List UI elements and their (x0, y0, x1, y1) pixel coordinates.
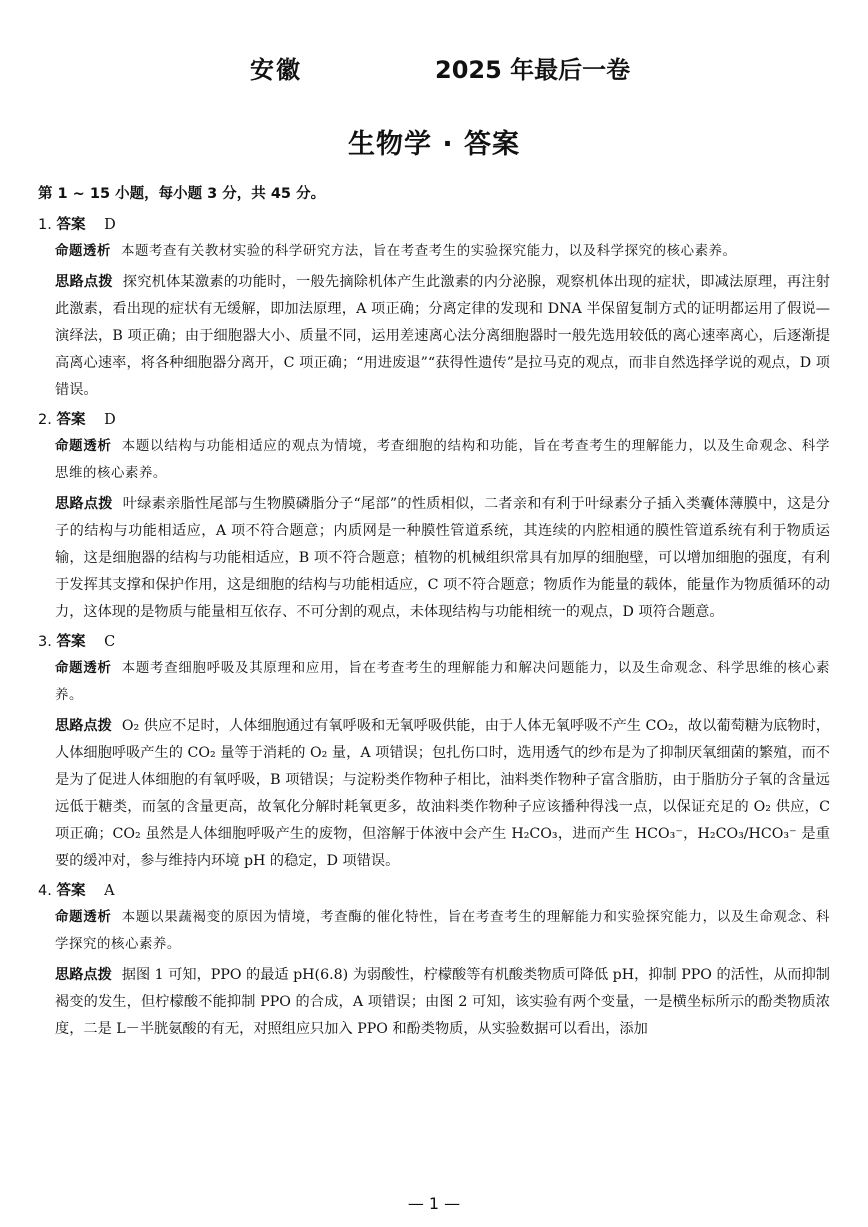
section-intro: 第 1 ~ 15 小题，每小题 3 分，共 45 分。 (38, 186, 326, 202)
answer-label: 答案 (56, 412, 86, 428)
hint-label: 思路点拨 (55, 967, 112, 983)
analysis-label: 命题透析 (55, 244, 111, 259)
analysis-text: 本题考查有关教材实验的科学研究方法，旨在考查考生的实验探究能力，以及科学探究的核心素养。 (120, 244, 737, 259)
answer-label: 答案 (56, 883, 86, 899)
question-number: 1. (38, 217, 52, 233)
answer-label: 答案 (56, 217, 86, 233)
question-header (38, 879, 830, 900)
analysis-label: 命题透析 (55, 661, 112, 676)
analysis-text: 本题以果蔬褐变的原因为情境，考查酶的催化特性，旨在考查考生的理解能力和实验探究能力，以及生命观念、科学探究的核心素养。 (55, 910, 830, 952)
question-number: 3. (38, 634, 52, 650)
hint-paragraph (55, 491, 830, 626)
answer-value: D (104, 412, 116, 428)
hint-text: 探究机体某激素的功能时，一般先摘除机体产生此激素的内分泌腺，观察机体出现的症状，即减法原理，再注射此激素，看出现的症状有无缓解，即加法原理，A 项正确；分离定律的发现和 DNA 半保留复制方式的证明都运用了假说—演绎法，B 项正确；由于细胞器大小、质量不同，运用差速离心法分离细胞器时一般先选用较低的离心速率离心，后逐渐提高离心速率，将各种细胞器分离开，C 项正确；“用进废退”“获得性遗传”是拉马克的观点，而非自然选择学说的观点，D 项错误。 (55, 274, 830, 398)
analysis-label: 命题透析 (55, 439, 112, 454)
answer-content (38, 182, 830, 1047)
analysis-paragraph (55, 655, 830, 709)
analysis-label: 命题透析 (55, 910, 112, 925)
analysis-paragraph (55, 238, 830, 265)
hint-text: O₂ 供应不足时，人体细胞通过有氧呼吸和无氧呼吸供能，由于人体无氧呼吸不产生 CO₂，故以葡萄糖为底物时，人体细胞呼吸产生的 CO₂ 量等于消耗的 O₂ 量，A 项错误；包扎伤口时，选用透气的纱布是为了抑制厌氧细菌的繁殖，而不是为了促进人体细胞的有氧呼吸，B 项错误；与淀粉类作物种子相比，油料类作物种子富含脂肪，由于脂肪分子氧的含量远远低于糖类，而氢的含量更高，故氧化分解时耗氧更多，故油料类作物种子应该播种得浅一点，以保证充足的 O₂ 供应，C 项正确；CO₂ 虽然是人体细胞呼吸产生的废物，但溶解于体液中会产生 H₂CO₃，进而产生 HCO₃⁻，H₂CO₃/HCO₃⁻ 是重要的缓冲对，参与维持内环境 pH 的稳定，D 项错误。 (55, 718, 830, 869)
header (0, 50, 868, 86)
hint-paragraph (55, 713, 830, 875)
question-number: 2. (38, 412, 52, 428)
header-region: 安徽 (250, 56, 302, 84)
answer-value: C (104, 634, 116, 650)
analysis-paragraph (55, 904, 830, 958)
hint-text: 叶绿素亲脂性尾部与生物膜磷脂分子“尾部”的性质相似，二者亲和有利于叶绿素分子插入类囊体薄膜中，这是分子的结构与功能相适应，A 项不符合题意；内质网是一种膜性管道系统，其连续的内腔相通的膜性管道系统有利于物质运输，这是细胞器的结构与功能相适应，B 项不符合题意；植物的机械组织常具有加厚的细胞壁，可以增加细胞的强度，有利于发挥其支撑和保护作用，这是细胞的结构与功能相适应，C 项不符合题意；物质作为能量的载体，能量作为物质循环的动力，这体现的是物质与能量相互依存、不可分割的观点，未体现结构与功能相统一的观点，D 项符合题意。 (55, 496, 830, 620)
question-header (38, 630, 830, 651)
analysis-text: 本题以结构与功能相适应的观点为情境，考查细胞的结构和功能，旨在考查考生的理解能力，以及生命观念、科学思维的核心素养。 (55, 439, 830, 481)
hint-paragraph (55, 962, 830, 1043)
document-title: 生物学 · 答案 (347, 129, 521, 160)
question-block (38, 408, 830, 626)
answer-label: 答案 (56, 634, 86, 650)
analysis-text: 本题考查细胞呼吸及其原理和应用，旨在考查考生的理解能力和解决问题能力，以及生命观念、科学思维的核心素养。 (55, 661, 830, 703)
hint-paragraph (55, 269, 830, 404)
question-number: 4. (38, 883, 52, 899)
hint-label: 思路点拨 (55, 718, 112, 734)
hint-label: 思路点拨 (55, 496, 113, 512)
question-block (38, 879, 830, 1043)
header-title: 2025 年最后一卷 (435, 56, 631, 84)
question-block (38, 213, 830, 404)
question-block (38, 630, 830, 875)
question-header (38, 408, 830, 429)
question-header (38, 213, 830, 234)
answer-value: A (104, 883, 115, 899)
hint-label: 思路点拨 (55, 274, 113, 290)
page-number: — 1 — (407, 1194, 461, 1213)
answer-value: D (104, 217, 116, 233)
analysis-paragraph (55, 433, 830, 487)
hint-text: 据图 1 可知，PPO 的最适 pH(6.8) 为弱酸性，柠檬酸等有机酸类物质可降低 pH，抑制 PPO 的活性，从而抑制褐变的发生，但柠檬酸不能抑制 PPO 的合成，A 项错误；由图 2 可知，该实验有两个变量，一是横坐标所示的酚类物质浓度，二是 L－半胱氨酸的有无，对照组应只加入 PPO 和酚类物质，从实验数据可以看出，添加 (55, 967, 830, 1037)
